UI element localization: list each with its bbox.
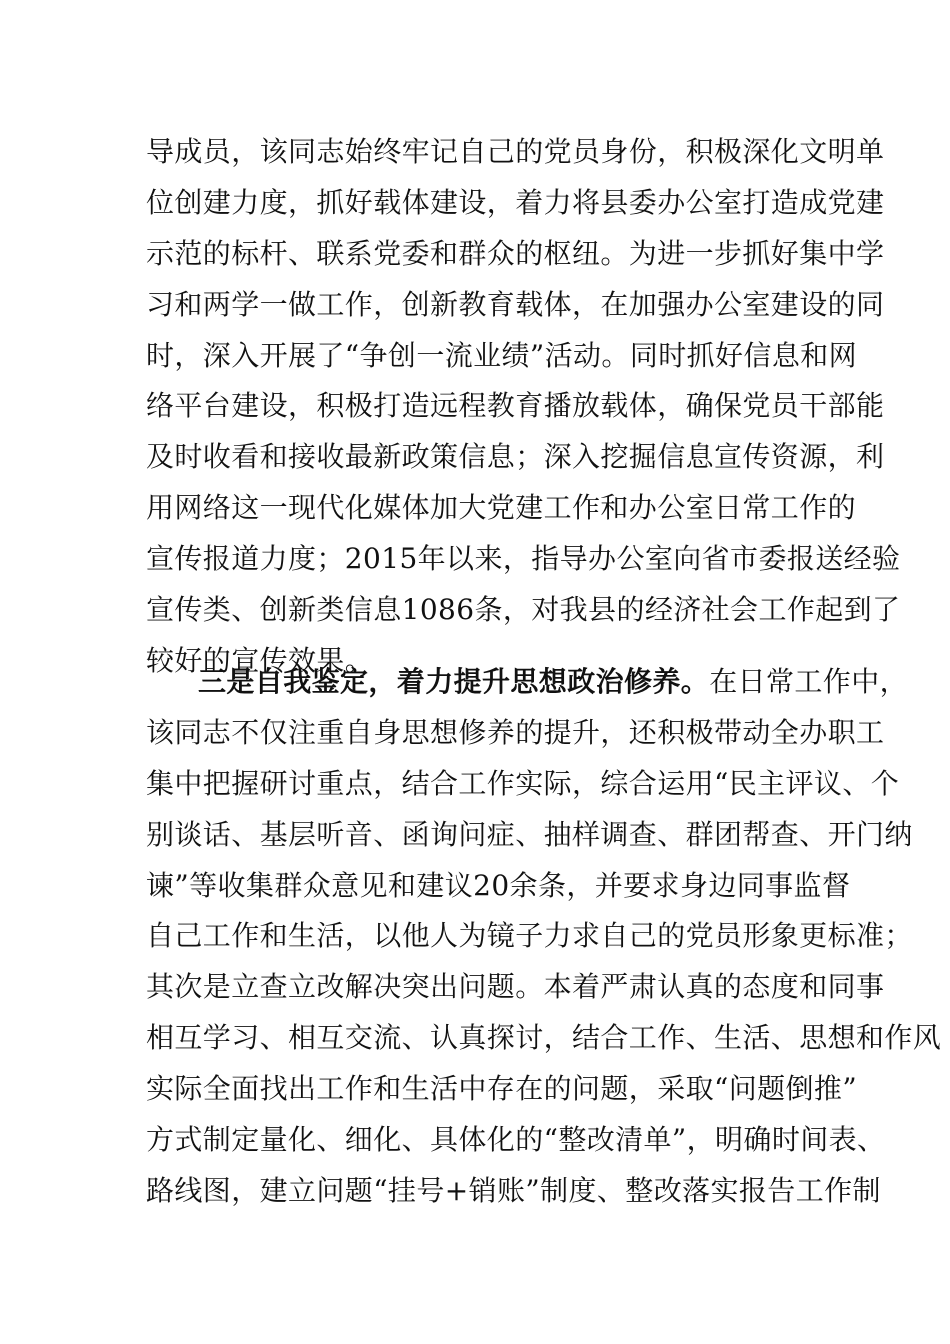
- paragraph-1-line: 位创建力度，抓好载体建设，着力将县委办公室打造成党建: [146, 185, 885, 219]
- paragraph-2-line: 相互学习、相互交流、认真探讨，结合工作、生活、思想和作风: [146, 1021, 942, 1055]
- section-heading: 三是自我鉴定，着力提升思想政治修养。: [198, 665, 710, 698]
- paragraph-1-line: 用网络这一现代化媒体加大党建工作和办公室日常工作的: [146, 491, 857, 525]
- paragraph-2-line: 别谈话、基层听音、函询问症、抽样调查、群团帮查、开门纳: [146, 817, 913, 851]
- paragraph-2: [146, 657, 942, 1217]
- paragraph-1-line: 宣传类、创新类信息1086条，对我县的经济社会工作起到了: [146, 593, 901, 627]
- paragraph-1-line: 络平台建设，积极打造远程教育播放载体，确保党员干部能: [146, 389, 885, 423]
- paragraph-1-line: 宣传报道力度；2015年以来，指导办公室向省市委报送经验: [146, 542, 901, 576]
- paragraph-2-line: 自己工作和生活，以他人为镜子力求自己的党员形象更标准；: [146, 919, 913, 953]
- paragraph-2-line: 实际全面找出工作和生活中存在的问题，采取“问题倒推”: [146, 1072, 858, 1106]
- paragraph-2-first-line-rest: 在日常工作中，: [709, 665, 909, 698]
- paragraph-1-line: 及时收看和接收最新政策信息；深入挖掘信息宣传资源，利: [146, 440, 885, 474]
- paragraph-2-line: 该同志不仅注重自身思想修养的提升，还积极带动全办职工: [146, 715, 885, 749]
- paragraph-2-line: 其次是立查立改解决突出问题。本着严肃认真的态度和同事: [146, 970, 885, 1004]
- paragraph-1-line: 导成员，该同志始终牢记自己的党员身份，积极深化文明单: [146, 135, 885, 168]
- paragraph-1-line: 较好的宣传效果。: [146, 643, 374, 677]
- paragraph-1-line: 示范的标杆、联系党委和群众的枢纽。为进一步抓好集中学: [146, 236, 885, 270]
- paragraph-2-first-line: [146, 657, 909, 708]
- paragraph-2-line: 方式制定量化、细化、具体化的“整改清单”，明确时间表、: [146, 1123, 886, 1157]
- paragraph-1-line: 时，深入开展了“争创一流业绩”活动。同时抓好信息和网: [146, 338, 858, 372]
- paragraph-2-line: 集中把握研讨重点，结合工作实际，综合运用“民主评议、个: [146, 766, 900, 800]
- paragraph-1-line: 习和两学一做工作，创新教育载体，在加强办公室建设的同: [146, 287, 885, 321]
- paragraph-2-line: 谏”等收集群众意见和建议20余条，并要求身边同事监督: [146, 868, 851, 902]
- paragraph-2-line: 路线图，建立问题“挂号+销账”制度、整改落实报告工作制: [146, 1173, 881, 1207]
